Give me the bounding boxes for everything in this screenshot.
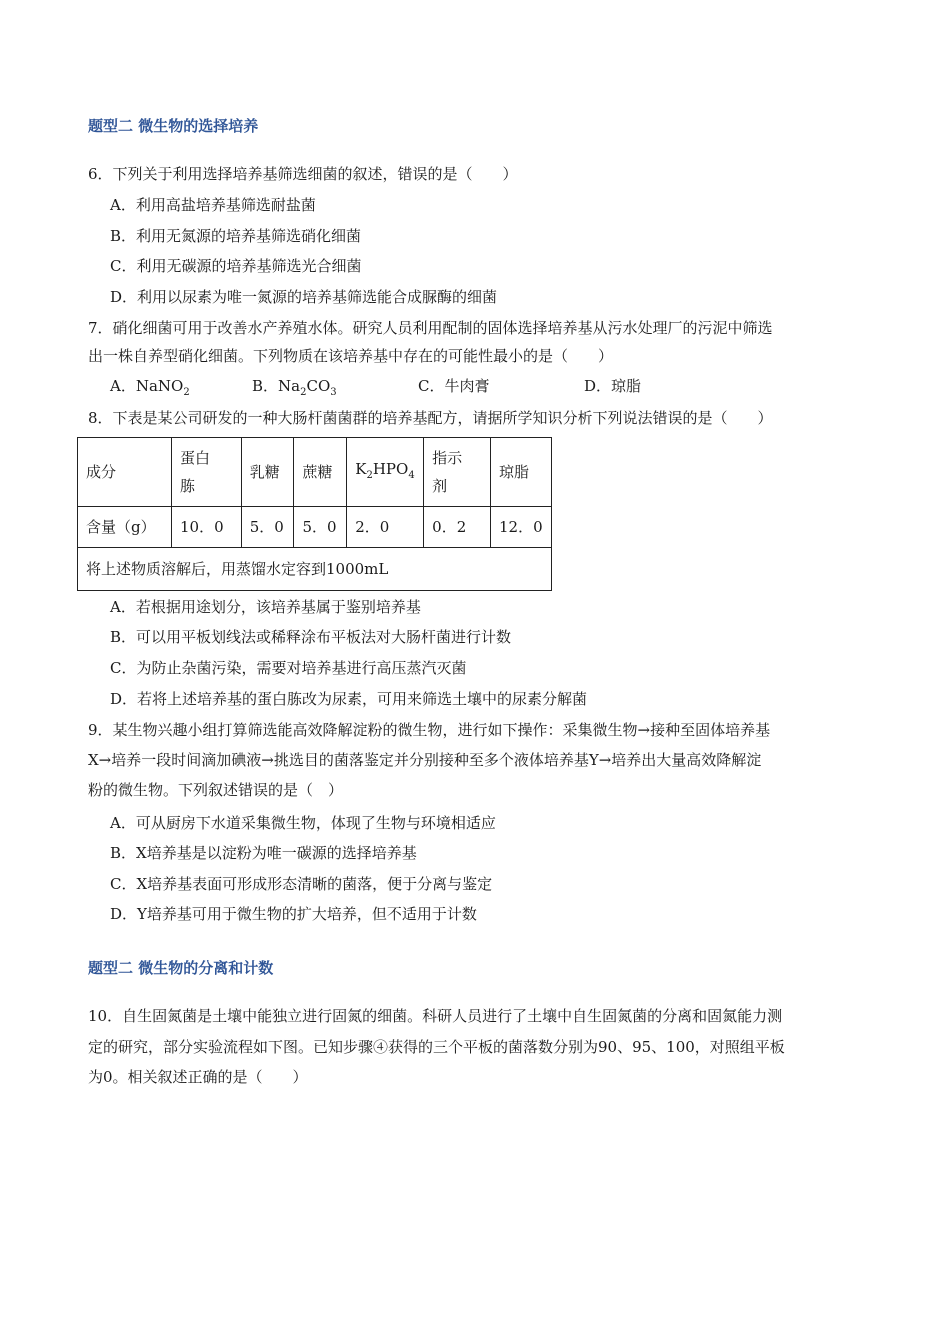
question-6-option-d: D．利用以尿素为唯一氮源的培养基筛选能合成脲酶的细菌 bbox=[110, 288, 498, 306]
question-7-option-b: B．$Na_2CO_3$ bbox=[252, 377, 337, 398]
question-6-option-b: B．利用无氮源的培养基筛选硝化细菌 bbox=[110, 227, 362, 245]
header-cell-peptone: 蛋白 胨 bbox=[171, 438, 241, 507]
culture-medium-recipe-table bbox=[77, 437, 552, 591]
question-9-option-d: D．Y培养基可用于微生物的扩大培养，但不适用于计数 bbox=[110, 905, 477, 923]
question-8-option-a: A．若根据用途划分，该培养基属于鉴别培养基 bbox=[110, 598, 421, 616]
question-9-stem-line-3: 粉的微生物。下列叙述错误的是（ ） bbox=[88, 781, 344, 799]
question-6-stem: 6．下列关于利用选择培养基筛选细菌的叙述，错误的是（ ） bbox=[88, 165, 518, 183]
header-cell-lactose: 乳糖 bbox=[241, 438, 294, 507]
header-cell-k2hpo4: $K_2HPO_4$ bbox=[347, 438, 424, 507]
question-9-option-c: C．X培养基表面可形成形态清晰的菌落，便于分离与鉴定 bbox=[110, 875, 493, 893]
header-cell-indicator: 指示 剂 bbox=[424, 438, 491, 507]
table-row-amount bbox=[78, 507, 552, 548]
question-7-stem-line-1: 7．硝化细菌可用于改善水产养殖水体。研究人员利用配制的固体选择培养基从污水处理厂的污泥中筛选 bbox=[88, 319, 773, 337]
table-cell: 2．0 bbox=[347, 507, 424, 548]
row-label-amount: 含量（g） bbox=[78, 507, 172, 548]
question-8-stem: 8．下表是某公司研发的一种大肠杆菌菌群的培养基配方，请据所学知识分析下列说法错误的是（ ） bbox=[88, 409, 773, 427]
question-10-stem-line-3: 为0。相关叙述正确的是（ ） bbox=[88, 1068, 308, 1086]
question-8-option-b: B．可以用平板划线法或稀释涂布平板法对大肠杆菌进行计数 bbox=[110, 628, 512, 646]
table-cell: 10．0 bbox=[171, 507, 241, 548]
header-cell-agar: 琼脂 bbox=[491, 438, 552, 507]
question-10-stem-line-1: 10．自生固氮菌是土壤中能独立进行固氮的细菌。科研人员进行了土壤中自生固氮菌的分离和固氮能力测 bbox=[88, 1007, 783, 1025]
table-row-note bbox=[78, 548, 552, 591]
header-cell-sucrose: 蔗糖 bbox=[294, 438, 347, 507]
question-7-option-c: C．牛肉膏 bbox=[418, 377, 490, 395]
table-cell: 12．0 bbox=[491, 507, 552, 548]
question-9-option-b: B．X培养基是以淀粉为唯一碳源的选择培养基 bbox=[110, 844, 417, 862]
section-title-separation-counting: 题型二 微生物的分离和计数 bbox=[88, 959, 274, 977]
question-9-option-a: A．可从厨房下水道采集微生物，体现了生物与环境相适应 bbox=[110, 814, 496, 832]
question-8-option-d: D．若将上述培养基的蛋白胨改为尿素，可用来筛选土壤中的尿素分解菌 bbox=[110, 690, 588, 708]
question-7-option-a: A．NaNO$_2$ bbox=[110, 377, 190, 398]
header-cell-component: 成分 bbox=[78, 438, 172, 507]
question-6-option-c: C．利用无碳源的培养基筛选光合细菌 bbox=[110, 257, 362, 275]
section-title-selective-culture: 题型二 微生物的选择培养 bbox=[88, 117, 259, 135]
question-9-stem-line-2: X→培养一段时间滴加碘液→挑选目的菌落鉴定并分别接种至多个液体培养基Y→培养出大量高效降解淀 bbox=[88, 751, 762, 769]
table-note: 将上述物质溶解后，用蒸馏水定容到1000mL bbox=[78, 548, 552, 591]
question-7-option-d: D．琼脂 bbox=[584, 377, 642, 395]
question-7-stem-line-2: 出一株自养型硝化细菌。下列物质在该培养基中存在的可能性最小的是（ ） bbox=[88, 347, 614, 365]
question-9-stem-line-1: 9．某生物兴趣小组打算筛选能高效降解淀粉的微生物，进行如下操作：采集微生物→接种至固体培养基 bbox=[88, 721, 771, 739]
table-row-header bbox=[78, 438, 552, 507]
question-10-stem-line-2: 定的研究，部分实验流程如下图。已知步骤④获得的三个平板的菌落数分别为90、95、100，对照组平板 bbox=[88, 1038, 785, 1056]
table-cell: 0．2 bbox=[424, 507, 491, 548]
question-6-option-a: A．利用高盐培养基筛选耐盐菌 bbox=[110, 196, 316, 214]
question-8-option-c: C．为防止杂菌污染，需要对培养基进行高压蒸汽灭菌 bbox=[110, 659, 467, 677]
table-cell: 5．0 bbox=[294, 507, 347, 548]
table-cell: 5．0 bbox=[241, 507, 294, 548]
